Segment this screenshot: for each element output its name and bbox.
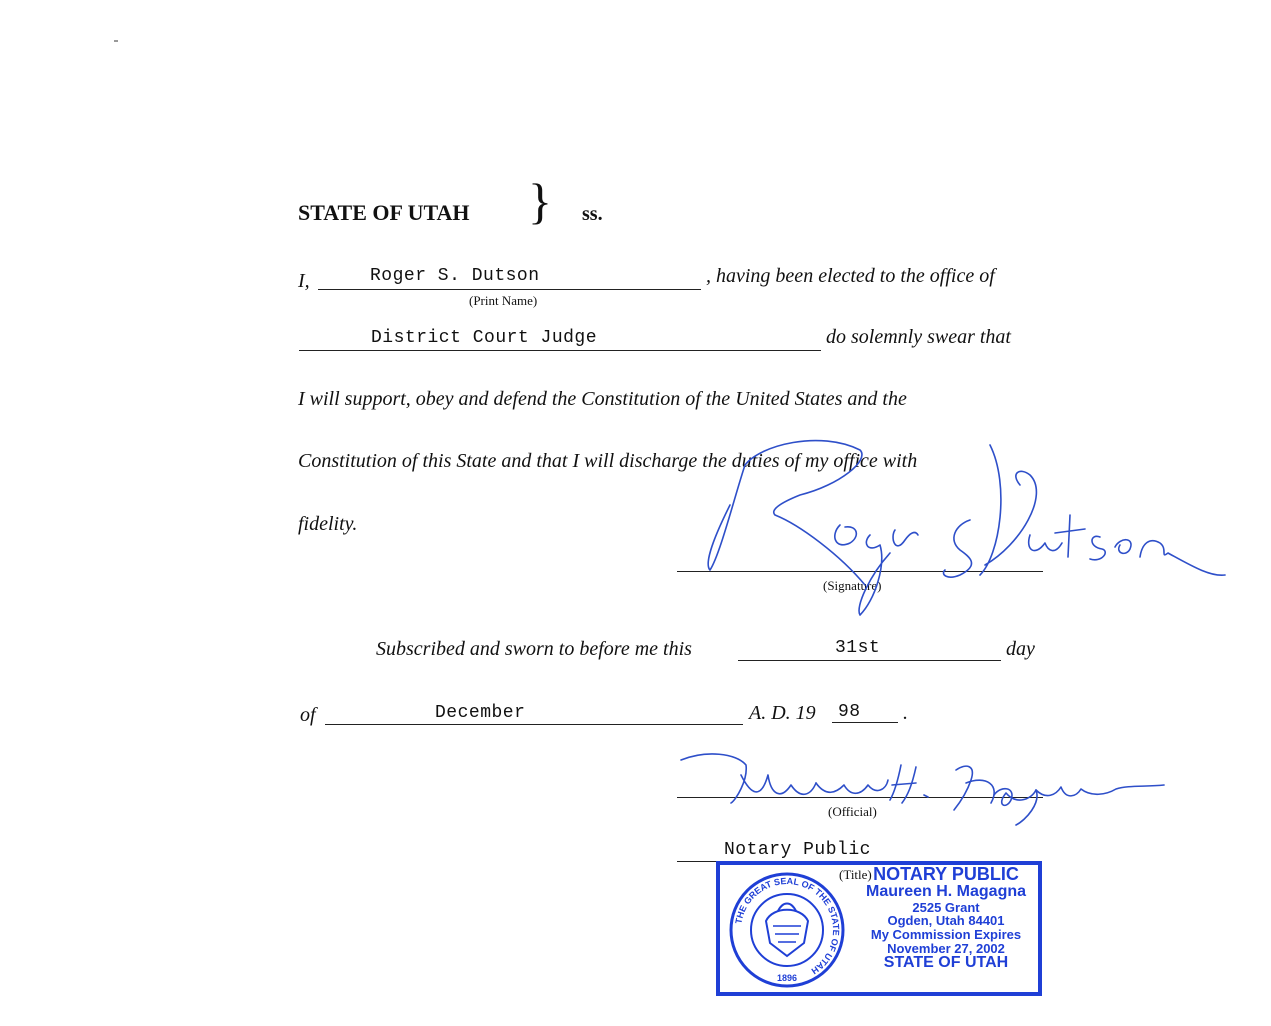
jurat-text-ad: A. D. 19 [749, 702, 816, 724]
jurat-text-1: Subscribed and sworn to before me this [376, 638, 692, 660]
year-field[interactable]: 98 [838, 702, 861, 722]
oath-text-5: fidelity. [298, 513, 358, 535]
oath-text-1: , having been elected to the office of [706, 265, 995, 287]
stamp-line-7: STATE OF UTAH [883, 954, 1009, 972]
oath-text-2: do solemnly swear that [826, 326, 1011, 348]
jurat-text-day: day [1006, 638, 1035, 660]
title-field[interactable]: Notary Public [724, 840, 871, 860]
seal-year: 1896 [776, 973, 798, 983]
state-seal-icon [728, 871, 846, 989]
name-field[interactable]: Roger S. Dutson [370, 266, 540, 286]
seal-ring-text: THE GREAT SEAL OF THE STATE OF UTAH [733, 875, 842, 977]
stamp-line-3: 2525 Grant [912, 899, 980, 915]
day-field[interactable]: 31st [835, 638, 881, 658]
stamp-text-block [848, 865, 1044, 972]
oath-pronoun: I, [298, 270, 310, 292]
official-signature-drawing [676, 745, 1166, 830]
official-caption: (Official) [828, 804, 877, 819]
title-caption: (Title) [839, 867, 872, 882]
stamp-line-5: My Commission Expires [870, 926, 1022, 942]
stamp-line-6: November 27, 2002 [887, 940, 1005, 956]
print-name-caption: (Print Name) [469, 293, 538, 308]
stamp-line-2: Maureen H. Magagna [865, 882, 1027, 900]
notary-stamp [716, 861, 1042, 996]
day-line [738, 660, 1001, 661]
oath-text-3: I will support, obey and defend the Constitution of the United States and the [298, 388, 907, 410]
jurat-text-of: of [300, 704, 316, 726]
office-field[interactable]: District Court Judge [371, 328, 598, 348]
stamp-line-1: NOTARY PUBLIC [873, 864, 1019, 884]
year-line [832, 722, 898, 723]
jurat-period: . [903, 702, 908, 724]
signature-drawing [690, 425, 1235, 625]
month-line [325, 724, 743, 725]
stamp-line-4: Ogden, Utah 84401 [887, 913, 1005, 929]
venue-brace: } [528, 173, 552, 229]
venue-state: STATE OF UTAH [298, 200, 470, 225]
venue-ss: ss. [582, 203, 603, 225]
month-field[interactable]: December [435, 703, 526, 723]
office-line [299, 350, 821, 351]
signature-caption: (Signature) [823, 578, 882, 593]
scan-speck [114, 40, 118, 42]
name-line [318, 289, 701, 290]
oath-text-4: Constitution of this State and that I will discharge the duties of my office with [298, 450, 918, 472]
